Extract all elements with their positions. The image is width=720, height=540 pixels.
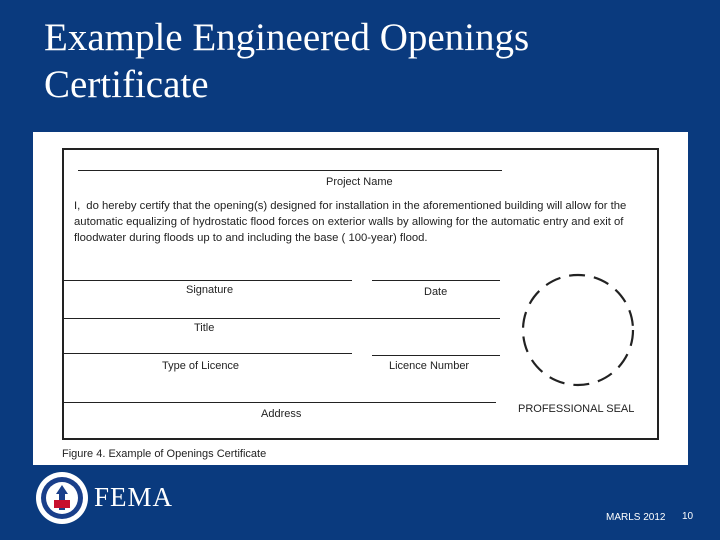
slide-title-line-1: Example Engineered Openings <box>44 16 530 59</box>
licence-number-label: Licence Number <box>389 360 470 372</box>
address-label: Address <box>261 408 302 420</box>
title-line <box>64 318 500 319</box>
dhs-seal-icon <box>34 470 94 526</box>
page-number: 10 <box>682 511 694 522</box>
certification-statement <box>74 198 639 246</box>
statement-start: I, <box>74 200 81 212</box>
project-name-label: Project Name <box>326 176 393 188</box>
professional-seal-label: PROFESSIONAL SEAL <box>518 403 635 415</box>
title-label: Title <box>194 322 215 334</box>
signature-line <box>64 280 352 281</box>
date-line <box>372 280 500 281</box>
project-name-line <box>78 170 502 171</box>
signature-label: Signature <box>186 284 234 296</box>
type-of-licence-label: Type of Licence <box>162 360 240 372</box>
slide-title <box>44 14 684 108</box>
fema-logo-text: FEMA <box>94 482 174 512</box>
footer-label: MARLS 2012 <box>606 512 666 523</box>
professional-seal-circle <box>513 272 643 407</box>
figure-caption: Figure 4. Example of Openings Certificate <box>62 448 267 460</box>
date-label: Date <box>424 286 448 298</box>
slide-title-line-2: Certificate <box>44 63 209 106</box>
address-line <box>64 402 496 403</box>
statement-body: do hereby certify that the opening(s) designed for installation in the aforementioned building will allow for the automatic equalizing of hydrostatic flood forces on exterior walls by allowing for the automatic entry and exit of floodwater during floods up to and including the base ( 100-year) flood. <box>74 200 627 244</box>
licence-number-line <box>372 355 500 356</box>
licence-type-line <box>64 353 352 354</box>
certificate-image-panel <box>33 132 688 465</box>
